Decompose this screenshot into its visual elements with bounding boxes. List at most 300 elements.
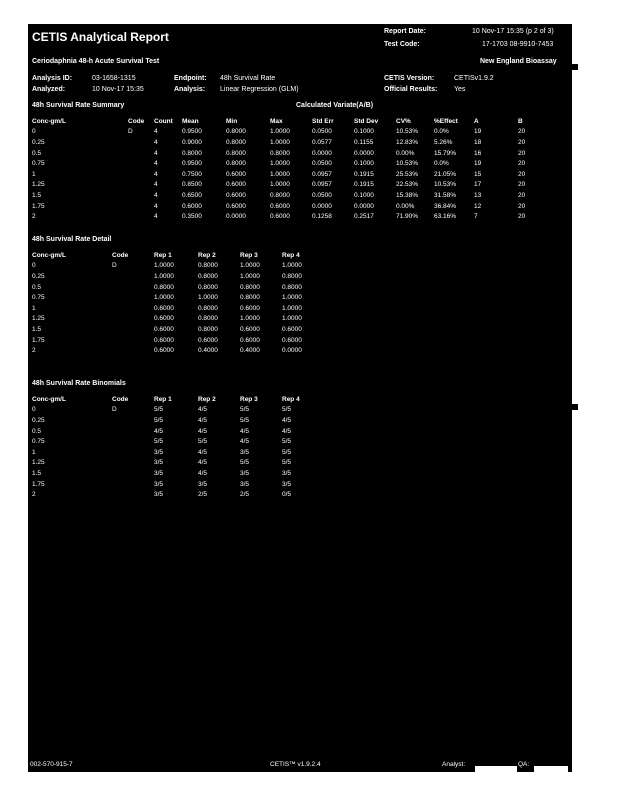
- table-cell: 0.8000: [226, 149, 246, 157]
- table-cell: [128, 169, 154, 180]
- table-cell: 3/5: [154, 491, 164, 499]
- table-cell: 4: [154, 191, 158, 199]
- report-title: CETIS Analytical Report: [32, 30, 169, 44]
- table-cell: 16: [474, 149, 482, 157]
- table-cell: 0.6000: [154, 304, 174, 312]
- table-cell: 1.0000: [154, 294, 174, 302]
- table-cell: 3/5: [240, 469, 250, 477]
- table-cell: 0.8000: [198, 315, 218, 323]
- column-header: Rep 1: [154, 395, 172, 403]
- table-cell: 0.8000: [270, 149, 290, 157]
- table-cell: [128, 158, 154, 169]
- analyst-label: Analyst:: [442, 761, 466, 768]
- table-cell: 0.00%: [396, 149, 415, 157]
- report-date-value: 10 Nov-17 15:35 (p 2 of 3): [472, 28, 554, 35]
- table-cell: 0.0500: [312, 191, 332, 199]
- table-cell: 4/5: [240, 427, 250, 435]
- table-cell: 3/5: [282, 469, 292, 477]
- table-cell: [128, 190, 154, 201]
- table-row: [32, 415, 324, 426]
- table-cell: 5/5: [154, 438, 164, 446]
- table-cell: 20: [518, 128, 526, 136]
- table-cell: [112, 415, 154, 426]
- table-cell: 0.8000: [182, 149, 202, 157]
- table-cell: 1.5: [32, 191, 42, 199]
- table-cell: 5/5: [282, 448, 292, 456]
- table-cell: 0.1258: [312, 213, 332, 221]
- table-cell: 3/5: [154, 448, 164, 456]
- test-name: Ceriodaphnia 48-h Acute Survival Test: [32, 58, 160, 65]
- detail-table: [32, 250, 324, 356]
- document-id: 002-570-915-7: [30, 761, 73, 768]
- analyst-signature-field: [475, 766, 517, 774]
- table-cell: 2/5: [240, 491, 250, 499]
- table-cell: 0.8000: [154, 283, 174, 291]
- table-cell: [112, 436, 154, 447]
- table-cell: 0.8000: [240, 294, 260, 302]
- table-cell: 0.0957: [312, 170, 332, 178]
- table-cell: 0.6000: [226, 191, 246, 199]
- table-cell: 21.05%: [434, 170, 457, 178]
- table-cell: 0.6000: [182, 202, 202, 210]
- table-cell: 36.84%: [434, 202, 457, 210]
- table-cell: 3/5: [240, 448, 250, 456]
- summary-title: 48h Survival Rate Summary: [32, 102, 125, 109]
- table-cell: 0.8000: [198, 304, 218, 312]
- table-cell: 17: [474, 181, 482, 189]
- column-header: Rep 4: [282, 395, 300, 403]
- table-row: [32, 292, 324, 303]
- table-row: [32, 405, 324, 416]
- column-header: Code: [128, 117, 145, 125]
- table-cell: 0.8000: [198, 283, 218, 291]
- table-cell: 4/5: [154, 427, 164, 435]
- table-row: [32, 271, 324, 282]
- table-cell: 0.8500: [182, 181, 202, 189]
- table-cell: 0.5: [32, 427, 42, 435]
- table-cell: [112, 271, 154, 282]
- detail-header-row: [32, 250, 324, 261]
- table-cell: 0.0000: [226, 213, 246, 221]
- table-cell: 4: [154, 160, 158, 168]
- table-cell: 63.16%: [434, 213, 457, 221]
- table-cell: 12.83%: [396, 138, 419, 146]
- column-header: Mean: [182, 117, 199, 125]
- table-cell: 1: [32, 448, 36, 456]
- table-cell: 1.0000: [154, 262, 174, 270]
- analysis-value: Linear Regression (GLM): [220, 86, 299, 93]
- table-cell: 0.0500: [312, 160, 332, 168]
- table-cell: 0.0000: [354, 202, 374, 210]
- table-cell: 2: [32, 491, 36, 499]
- table-cell: 5.26%: [434, 138, 453, 146]
- table-cell: [112, 468, 154, 479]
- endpoint-label: Endpoint:: [174, 75, 207, 82]
- table-cell: 0.3500: [182, 213, 202, 221]
- table-cell: [112, 335, 154, 346]
- table-cell: 1: [32, 304, 36, 312]
- table-cell: 1.0000: [270, 160, 290, 168]
- table-cell: 1.75: [32, 336, 45, 344]
- column-header: Code: [112, 395, 129, 403]
- table-cell: 1.0000: [240, 262, 260, 270]
- table-cell: 1.75: [32, 480, 45, 488]
- table-cell: 0.1000: [354, 128, 374, 136]
- table-cell: 3/5: [154, 469, 164, 477]
- table-cell: 1.0000: [270, 181, 290, 189]
- column-header: Max: [270, 117, 283, 125]
- table-cell: [112, 324, 154, 335]
- table-cell: 5/5: [282, 438, 292, 446]
- table-cell: 0.75: [32, 294, 45, 302]
- table-cell: 0.75: [32, 160, 45, 168]
- table-cell: 2/5: [198, 491, 208, 499]
- table-cell: 10.53%: [434, 181, 457, 189]
- table-cell: 15: [474, 170, 482, 178]
- table-cell: 0.5: [32, 283, 42, 291]
- table-cell: 0.25: [32, 272, 45, 280]
- table-cell: 20: [518, 202, 526, 210]
- table-cell: 0.0%: [434, 128, 449, 136]
- table-cell: [128, 148, 154, 159]
- table-cell: 0.8000: [240, 283, 260, 291]
- table-row: [32, 158, 538, 169]
- table-cell: 4/5: [240, 438, 250, 446]
- table-cell: 0.6000: [154, 347, 174, 355]
- table-cell: 71.90%: [396, 213, 419, 221]
- table-cell: 19: [474, 160, 482, 168]
- table-row: [32, 211, 538, 222]
- table-cell: 0.8000: [226, 160, 246, 168]
- table-cell: [112, 292, 154, 303]
- table-cell: 4/5: [198, 459, 208, 467]
- table-cell: 0.6000: [240, 336, 260, 344]
- cetis-version-label: CETIS Version:: [384, 75, 435, 82]
- table-cell: 0.0%: [434, 160, 449, 168]
- table-cell: [112, 303, 154, 314]
- table-cell: 1.0000: [198, 294, 218, 302]
- binomials-header-row: [32, 394, 324, 405]
- column-header: CV%: [396, 117, 411, 125]
- table-cell: 0.1000: [354, 160, 374, 168]
- table-cell: 4: [154, 138, 158, 146]
- table-cell: [112, 345, 154, 356]
- table-cell: 3/5: [198, 480, 208, 488]
- detail-title: 48h Survival Rate Detail: [32, 236, 112, 243]
- table-cell: 3/5: [154, 480, 164, 488]
- table-cell: 0.6000: [198, 336, 218, 344]
- summary-table: [32, 116, 538, 222]
- table-cell: 4/5: [282, 416, 292, 424]
- table-cell: [112, 282, 154, 293]
- table-row: [32, 468, 324, 479]
- table-cell: [128, 137, 154, 148]
- lab-name: New England Bioassay: [480, 58, 557, 65]
- table-cell: 5/5: [154, 416, 164, 424]
- table-cell: 0.6000: [154, 325, 174, 333]
- column-header: Min: [226, 117, 238, 125]
- table-cell: 10.53%: [396, 160, 419, 168]
- table-cell: 1.0000: [282, 304, 302, 312]
- table-cell: 0.25: [32, 138, 45, 146]
- table-cell: 1.5: [32, 325, 42, 333]
- table-cell: 0.8000: [198, 272, 218, 280]
- table-cell: 3/5: [240, 480, 250, 488]
- table-cell: 0.5: [32, 149, 42, 157]
- table-cell: 4/5: [198, 448, 208, 456]
- table-cell: 5/5: [198, 438, 208, 446]
- table-cell: 0.0500: [312, 128, 332, 136]
- column-header: B: [518, 117, 523, 125]
- table-row: [32, 137, 538, 148]
- table-cell: 0.6000: [154, 336, 174, 344]
- column-header: Rep 1: [154, 251, 172, 259]
- table-cell: 1.0000: [282, 315, 302, 323]
- table-cell: 1.0000: [270, 128, 290, 136]
- table-cell: 18: [474, 138, 482, 146]
- table-cell: 1.25: [32, 315, 45, 323]
- analyzed-value: 10 Nov-17 15:35: [92, 86, 144, 93]
- table-cell: 0.6000: [226, 202, 246, 210]
- column-header: Std Dev: [354, 117, 379, 125]
- table-cell: 0.8000: [226, 128, 246, 136]
- table-row: [32, 314, 324, 325]
- official-results-label: Official Results:: [384, 86, 438, 93]
- table-row: [32, 127, 538, 138]
- table-cell: 0.1915: [354, 170, 374, 178]
- table-cell: 0.9000: [182, 138, 202, 146]
- column-header: Code: [112, 251, 129, 259]
- table-cell: 0.2517: [354, 213, 374, 221]
- table-row: [32, 489, 324, 500]
- table-cell: 0.4000: [240, 347, 260, 355]
- table-cell: 0.4000: [198, 347, 218, 355]
- table-cell: 5/5: [240, 406, 250, 414]
- table-cell: 0.0577: [312, 138, 332, 146]
- table-cell: 1.0000: [270, 170, 290, 178]
- table-cell: 0.0000: [312, 202, 332, 210]
- table-cell: 1.0000: [240, 315, 260, 323]
- column-header: Conc-gm/L: [32, 117, 66, 125]
- table-cell: 0.1155: [354, 138, 374, 146]
- table-row: [32, 324, 324, 335]
- table-cell: D: [112, 406, 117, 414]
- column-header: Rep 2: [198, 395, 216, 403]
- table-cell: 20: [518, 191, 526, 199]
- table-cell: 0.6000: [226, 170, 246, 178]
- table-cell: 15.79%: [434, 149, 457, 157]
- table-cell: 1.0000: [154, 272, 174, 280]
- table-cell: 2: [32, 213, 36, 221]
- column-header: A: [474, 117, 479, 125]
- table-cell: 0.75: [32, 438, 45, 446]
- table-cell: 0.0000: [312, 149, 332, 157]
- test-code-value: 17-1703 08-9910-7453: [482, 41, 554, 48]
- table-row: [32, 282, 324, 293]
- table-cell: 1.0000: [270, 138, 290, 146]
- table-cell: 31.58%: [434, 191, 457, 199]
- table-cell: 0.8000: [198, 325, 218, 333]
- edge-notch: [572, 64, 578, 70]
- table-cell: 0.8000: [198, 262, 218, 270]
- table-cell: 1.0000: [240, 272, 260, 280]
- official-results-value: Yes: [454, 86, 466, 93]
- table-cell: 1.25: [32, 459, 45, 467]
- table-row: [32, 458, 324, 469]
- table-cell: 1.75: [32, 202, 45, 210]
- table-cell: 4/5: [198, 406, 208, 414]
- table-cell: 20: [518, 160, 526, 168]
- table-cell: 4/5: [198, 427, 208, 435]
- column-header: Std Err: [312, 117, 334, 125]
- table-cell: 0: [32, 128, 36, 136]
- table-cell: 22.53%: [396, 181, 419, 189]
- test-code-label: Test Code:: [384, 41, 420, 48]
- calculated-variate-title: Calculated Variate(A/B): [296, 102, 374, 109]
- table-row: [32, 180, 538, 191]
- binomials-title: 48h Survival Rate Binomials: [32, 380, 126, 387]
- table-cell: 0.00%: [396, 202, 415, 210]
- table-cell: 5/5: [282, 459, 292, 467]
- table-cell: 2: [32, 347, 36, 355]
- table-cell: 3/5: [154, 459, 164, 467]
- table-cell: 0.6000: [226, 181, 246, 189]
- column-header: Count: [154, 117, 173, 125]
- column-header: Rep 3: [240, 395, 258, 403]
- table-cell: 20: [518, 170, 526, 178]
- table-cell: 0.8000: [270, 191, 290, 199]
- table-cell: [112, 458, 154, 469]
- report-page: [28, 24, 572, 772]
- table-cell: 0.0957: [312, 181, 332, 189]
- table-cell: 4: [154, 181, 158, 189]
- table-cell: 4: [154, 202, 158, 210]
- summary-header-row: [32, 116, 538, 127]
- binomials-table: [32, 394, 324, 500]
- table-cell: 0.9500: [182, 128, 202, 136]
- table-cell: 20: [518, 213, 526, 221]
- table-row: [32, 447, 324, 458]
- column-header: Rep 4: [282, 251, 300, 259]
- table-cell: 4/5: [282, 427, 292, 435]
- table-row: [32, 436, 324, 447]
- table-cell: 12: [474, 202, 482, 210]
- table-cell: 0: [32, 262, 36, 270]
- table-cell: 0: [32, 406, 36, 414]
- table-cell: 0.0000: [354, 149, 374, 157]
- table-cell: 15.38%: [396, 191, 419, 199]
- table-row: [32, 190, 538, 201]
- table-cell: 4: [154, 213, 158, 221]
- table-cell: [112, 447, 154, 458]
- endpoint-value: 48h Survival Rate: [220, 75, 276, 82]
- edge-notch: [572, 404, 578, 410]
- table-cell: 4: [154, 128, 158, 136]
- analysis-id-value: 03-1658-1315: [92, 75, 136, 82]
- table-cell: [128, 180, 154, 191]
- table-cell: 10.53%: [396, 128, 419, 136]
- analysis-label: Analysis:: [174, 86, 206, 93]
- table-cell: 0/5: [282, 491, 292, 499]
- table-cell: 7: [474, 213, 478, 221]
- table-cell: 0.8000: [282, 272, 302, 280]
- table-row: [32, 426, 324, 437]
- table-cell: 4/5: [198, 416, 208, 424]
- table-cell: [112, 314, 154, 325]
- table-cell: 0.6000: [270, 202, 290, 210]
- table-cell: 0.6000: [282, 325, 302, 333]
- table-cell: D: [128, 128, 133, 136]
- analysis-id-label: Analysis ID:: [32, 75, 73, 82]
- table-cell: 1.5: [32, 469, 42, 477]
- table-cell: 0.9500: [182, 160, 202, 168]
- table-cell: 0.8000: [226, 138, 246, 146]
- table-row: [32, 201, 538, 212]
- table-cell: 20: [518, 138, 526, 146]
- table-cell: 19: [474, 128, 482, 136]
- qa-label: QA:: [518, 761, 530, 768]
- table-cell: 25.53%: [396, 170, 419, 178]
- table-cell: 0.6000: [270, 213, 290, 221]
- analyzed-label: Analyzed:: [32, 86, 66, 93]
- cetis-version-value: CETISv1.9.2: [454, 75, 494, 82]
- table-cell: 1.25: [32, 181, 45, 189]
- table-cell: 4/5: [198, 469, 208, 477]
- table-cell: [112, 426, 154, 437]
- table-cell: 20: [518, 181, 526, 189]
- table-cell: 1.0000: [282, 262, 302, 270]
- table-cell: 0.6000: [240, 325, 260, 333]
- software-version: CETIS™ v1.9.2.4: [270, 761, 321, 768]
- column-header: %Effect: [434, 117, 458, 125]
- qa-signature-field: [534, 766, 568, 774]
- table-cell: 5/5: [240, 416, 250, 424]
- table-cell: 0.7500: [182, 170, 202, 178]
- table-cell: [112, 489, 154, 500]
- column-header: Rep 2: [198, 251, 216, 259]
- table-cell: 4: [154, 170, 158, 178]
- table-cell: 13: [474, 191, 482, 199]
- table-cell: 1.0000: [282, 294, 302, 302]
- table-cell: 0.6000: [282, 336, 302, 344]
- table-row: [32, 148, 538, 159]
- table-cell: 5/5: [282, 406, 292, 414]
- table-row: [32, 169, 538, 180]
- table-cell: 0.25: [32, 416, 45, 424]
- column-header: Conc-gm/L: [32, 251, 66, 259]
- table-cell: 0.1000: [354, 191, 374, 199]
- table-cell: 0.0000: [282, 347, 302, 355]
- column-header: Rep 3: [240, 251, 258, 259]
- table-row: [32, 261, 324, 272]
- table-cell: 5/5: [240, 459, 250, 467]
- column-header: Conc-gm/L: [32, 395, 66, 403]
- table-cell: 1: [32, 170, 36, 178]
- table-row: [32, 345, 324, 356]
- table-cell: [128, 201, 154, 212]
- table-cell: 20: [518, 149, 526, 157]
- table-cell: D: [112, 262, 117, 270]
- table-cell: [112, 479, 154, 490]
- table-cell: 3/5: [282, 480, 292, 488]
- table-cell: 0.6000: [240, 304, 260, 312]
- table-cell: [128, 211, 154, 222]
- table-cell: 0.6000: [154, 315, 174, 323]
- table-row: [32, 335, 324, 346]
- table-cell: 4: [154, 149, 158, 157]
- table-row: [32, 303, 324, 314]
- report-date-label: Report Date:: [384, 28, 427, 35]
